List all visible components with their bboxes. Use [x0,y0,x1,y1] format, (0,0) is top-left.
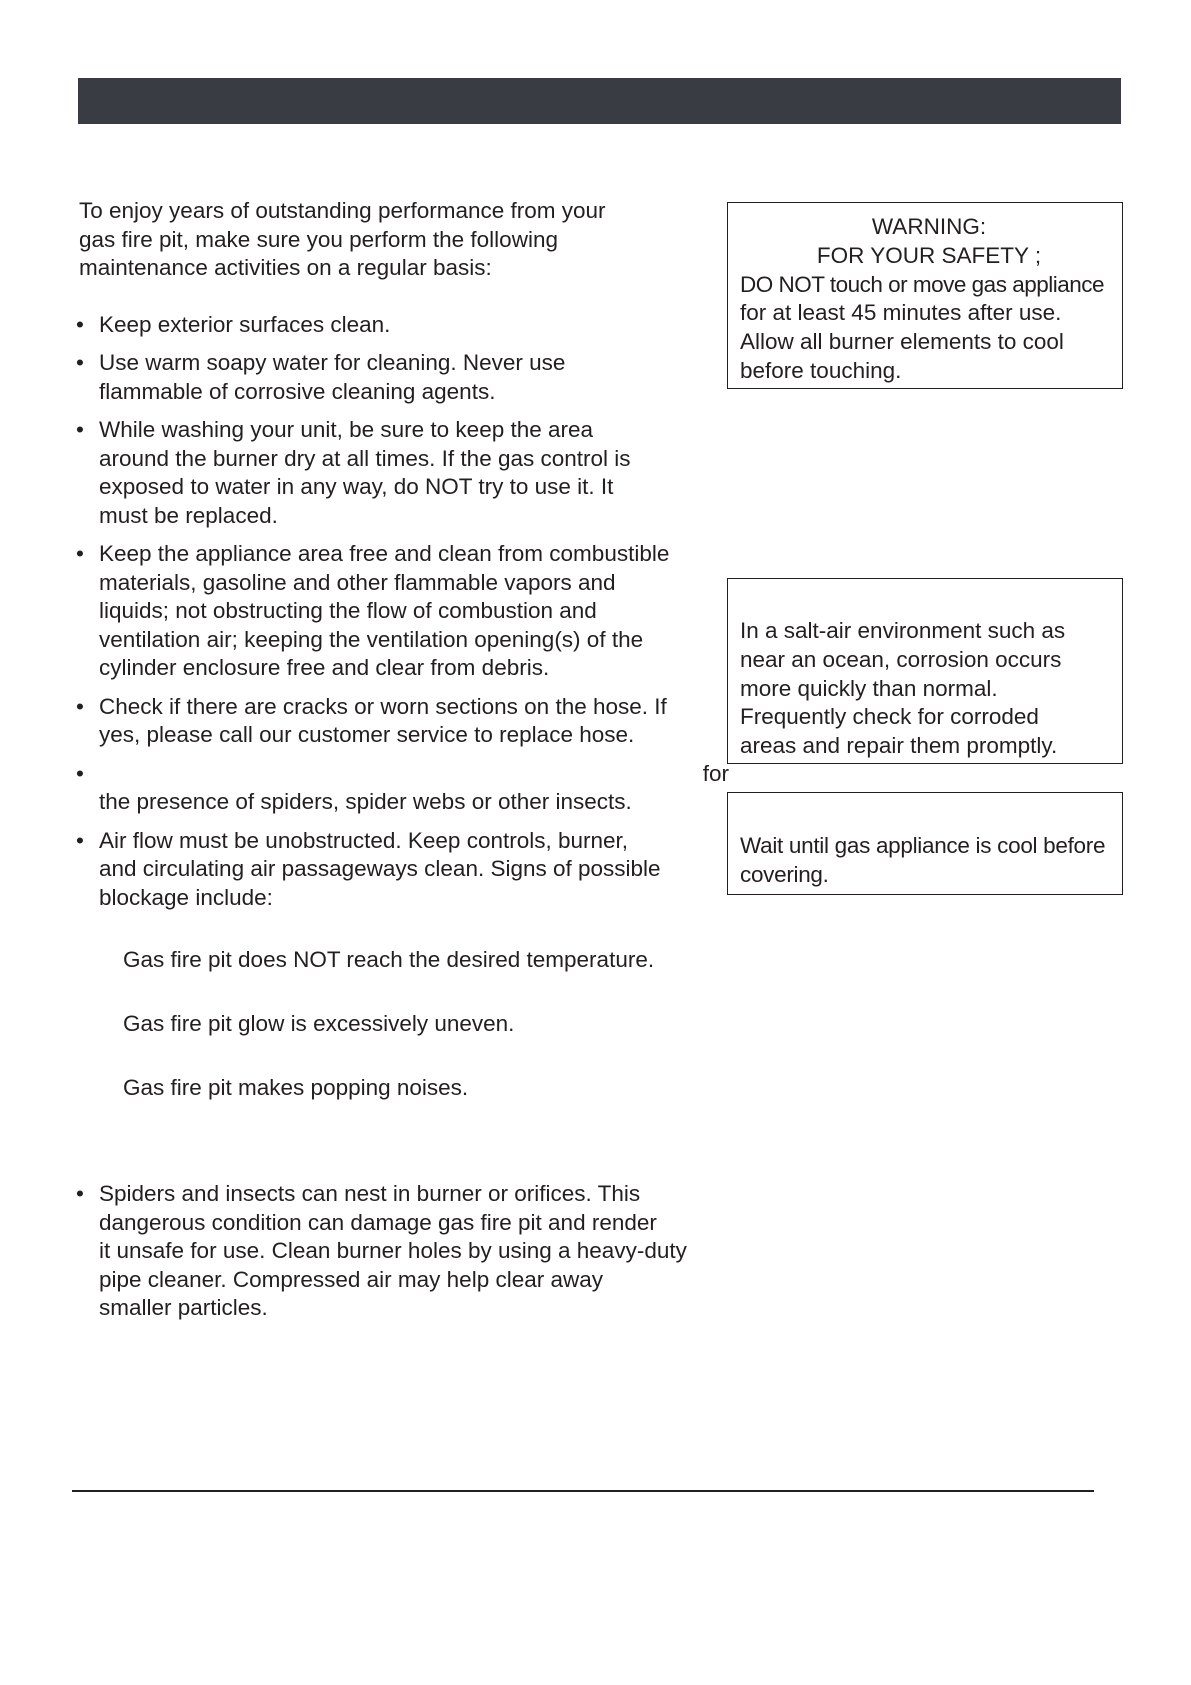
salt-air-note-box: In a salt-air environment such as near an ocean, corrosion occurs more quickly than normal. Frequently check for corroded areas and repair them promptly. [727,578,1123,764]
list-item: • Check if there are cracks or worn sections on the hose. If yes, please call our customer service to replace hose. [76,693,667,747]
list-item [76,760,739,817]
bullet-dot: • [76,1181,84,1206]
bullet-dot: • [76,693,84,719]
list-item: • Keep exterior surfaces clean. [79,311,739,340]
header-bar [78,78,1121,124]
intro-text: To enjoy years of outstanding performance from your gas fire pit, make sure you perform the following maintenance activities on a regular basis: [79,198,606,280]
warning-line: DO NOT touch or move gas appliance [740,271,1105,297]
bullet-dot: • [76,760,84,786]
list-item: • Keep the appliance area free and clean from combustible materials, gasoline and other flammable vapors and liquids; not obstructing the flow of combustion and ventilation air; keeping the ventilation opening(s) of the cylinder enclosure free and clear from debris. [76,541,670,680]
bullet-rest-text: the presence of spiders, spider webs or other insects. [99,789,632,814]
bullet-dot: • [76,417,84,442]
bullet-dot: • [76,827,84,853]
list-item: • While washing your unit, be sure to keep the area around the burner dry at all times. If the gas control is exposed to water in any way, do NOT try to use it. It must be replaced. [76,417,631,528]
cool-before-covering-box: Wait until gas appliance is cool before covering. [727,792,1123,895]
list-item: • Spiders and insects can nest in burner or orifices. This dangerous condition can damage gas fire pit and render it unsafe for use. Clean burner holes by using a heavy-duty pipe cleaner. Compressed air may help clear away smaller particles. [76,1181,687,1320]
footer-divider [72,1490,1094,1492]
warning-line: Allow all burner elements to cool [740,329,1064,355]
bullet-dot: • [76,350,84,375]
maintenance-section [76,197,739,1333]
warning-heading: WARNING: [871,214,987,239]
safety-warning-box [727,202,1123,389]
warning-subheading: FOR YOUR SAFETY ; [816,242,1042,268]
blockage-signs-list [99,917,739,1138]
warning-line: before touching. [740,357,902,383]
warning-line: for at least 45 minutes after use. [740,300,1062,326]
bullet-lead-text: for [702,760,729,786]
list-item: • Air flow must be unobstructed. Keep controls, burner, and circulating air passageways clean. Signs of possible blockage include: Gas fire pit does NOT reach the desired temperature. Gas fire pit glow is excessively uneven. Gas fire pit makes popping noises. [79,827,739,1171]
blockage-sign: Gas fire pit does NOT reach the desired temperature. [123,946,655,972]
maintenance-list [76,311,739,1323]
bullet-dot: • [76,541,84,566]
bullet-dot: • [76,311,84,337]
blockage-sign: Gas fire pit makes popping noises. [123,1074,469,1100]
list-item: • Use warm soapy water for cleaning. Never use flammable of corrosive cleaning agents. [76,350,566,404]
blockage-sign: Gas fire pit glow is excessively uneven. [123,1010,515,1036]
